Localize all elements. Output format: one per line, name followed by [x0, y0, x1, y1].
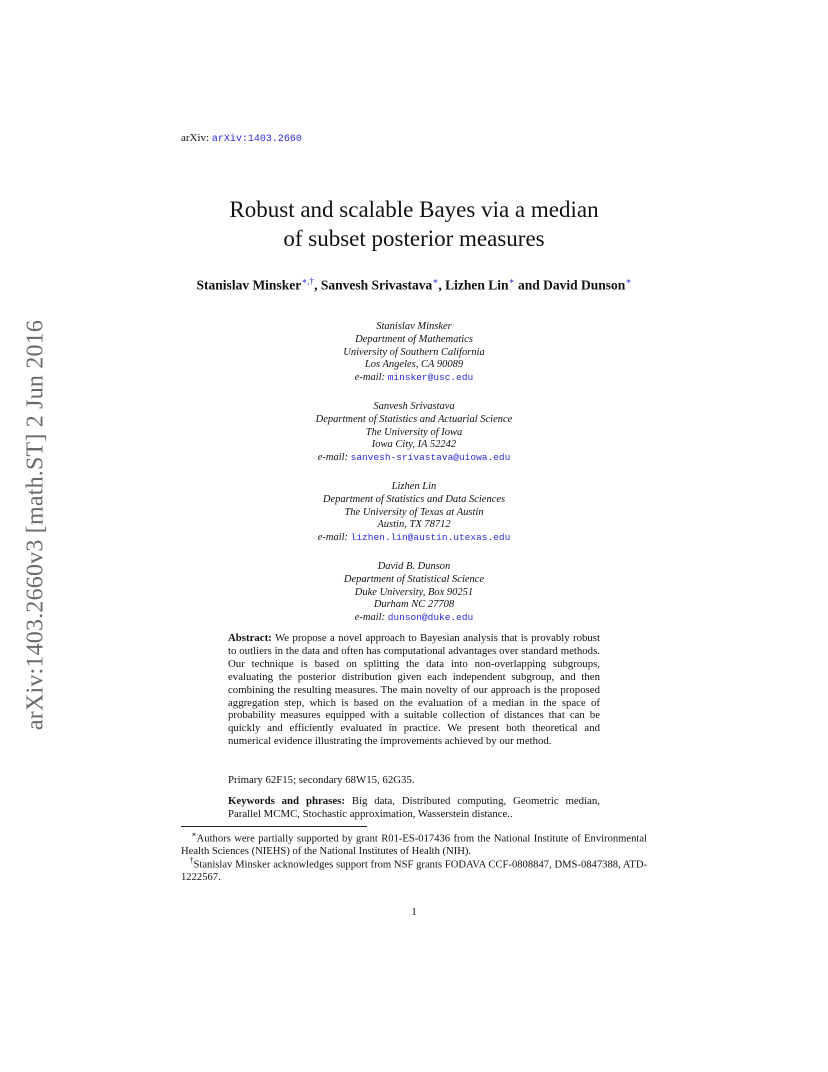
email-label: e-mail: — [354, 372, 388, 384]
author-name: Lizhen Lin — [445, 277, 509, 293]
footnote — [181, 855, 647, 885]
author-separator: , — [314, 277, 321, 293]
author-name: Sanvesh Srivastava — [320, 277, 433, 293]
affiliation-block — [214, 561, 614, 625]
footnote-mark: ∗ — [191, 830, 197, 839]
affiliation-block — [214, 321, 614, 385]
arxiv-prefix: arXiv: — [181, 132, 212, 144]
affiliation-line: Durham NC 27708 — [373, 599, 455, 611]
page-number: 1 — [411, 906, 417, 918]
author-footnote-mark[interactable]: ∗ — [508, 276, 515, 286]
author-name: David Dunson — [543, 277, 626, 293]
affiliation-name: Sanvesh Srivastava — [373, 401, 455, 412]
affiliation-line: Department of Statistics and Actuarial Science — [315, 413, 513, 425]
arxiv-reference — [181, 132, 302, 145]
email-link[interactable]: sanvesh-srivastava@uiowa.edu — [350, 452, 511, 464]
author-list — [150, 273, 678, 294]
affiliation-line: The University of Texas at Austin — [344, 506, 484, 518]
affiliation-line: Iowa City, IA 52242 — [371, 439, 457, 451]
abstract-label: Abstract: — [228, 632, 272, 644]
keywords — [228, 795, 600, 821]
author-footnote-mark[interactable]: ∗ — [432, 276, 439, 286]
author-footnote-mark[interactable]: ∗ — [625, 276, 632, 286]
arxiv-id-link[interactable]: arXiv:1403.2660 — [211, 134, 302, 145]
footnote-text: Authors were partially supported by grant R01-ES-017436 from the National Institute of Environmental Health Sciences (NIEHS) of the National Institutes of Health (NIH). — [181, 833, 648, 858]
author-name: Stanislav Minsker — [196, 277, 302, 293]
affiliation-email-line — [214, 532, 614, 545]
abstract — [228, 632, 600, 748]
author-footnote-mark[interactable]: ∗,† — [301, 276, 315, 286]
author-separator: , — [438, 277, 446, 293]
title-line-2: of subset posterior measures — [283, 226, 545, 251]
affiliation-block — [214, 481, 614, 545]
email-label: e-mail: — [317, 532, 351, 544]
msc-classification: Primary 62F15; secondary 68W15, 62G35. — [228, 774, 415, 786]
email-link[interactable]: minsker@usc.edu — [387, 372, 474, 384]
email-link[interactable]: dunson@duke.edu — [387, 612, 474, 624]
author-separator: and — [514, 277, 544, 293]
affiliation-name: Lizhen Lin — [391, 481, 437, 492]
affiliation-line: Austin, TX 78712 — [377, 519, 451, 531]
keywords-text: Big data, Distributed computing, Geometric median, Parallel MCMC, Stochastic approximation, Wasserstein distance.. — [228, 795, 600, 820]
email-label: e-mail: — [317, 452, 351, 464]
affiliation-name: David B. Dunson — [377, 561, 451, 572]
paper-title — [150, 195, 678, 253]
affiliation-email-line — [214, 372, 614, 385]
affiliation-line: Los Angeles, CA 90089 — [364, 359, 464, 371]
email-link[interactable]: lizhen.lin@austin.utexas.edu — [350, 532, 511, 544]
arxiv-side-stamp-text: arXiv:1403.2660v3 [math.ST] 2 Jun 2016 — [22, 319, 49, 731]
affiliation-email-line — [214, 612, 614, 625]
footnote-rule — [181, 826, 367, 827]
affiliation-email-line — [214, 452, 614, 465]
affiliation-line: The University of Iowa — [365, 426, 463, 438]
affiliation-block — [214, 401, 614, 465]
footnote-mark: † — [189, 856, 194, 865]
title-line-1: Robust and scalable Bayes via a median — [229, 197, 599, 222]
keywords-label: Keywords and phrases: — [228, 795, 345, 807]
affiliation-line: Duke University, Box 90251 — [354, 586, 474, 598]
affiliation-name: Stanislav Minsker — [376, 321, 452, 332]
affiliation-line: Department of Statistical Science — [343, 573, 485, 585]
affiliation-line: Department of Mathematics — [355, 333, 473, 345]
affiliation-line: University of Southern California — [343, 346, 485, 358]
abstract-text: We propose a novel approach to Bayesian analysis that is provably robust to outliers in the data and often has computational advantages over standard methods. Our technique is based on splitting the data into non-overlapping subgroups, evaluating the posterior distribution given each independent subgroup, and then combining the resulting measures. The main novelty of our approach is the proposed aggregation step, which is based on the evaluation of a median in the space of probability measures equipped with a suitable collection of distances that can be quickly and efficiently evaluated in practice. We present both theoretical and numerical evidence illustrating the improvements achieved by our method. — [228, 632, 601, 748]
affiliation-line: Department of Statistics and Data Sciences — [322, 493, 506, 505]
footnote-text: Stanislav Minsker acknowledges support from NSF grants FODAVA CCF-0808847, DMS-0847388, ATD-1222567. — [181, 859, 648, 884]
email-label: e-mail: — [354, 612, 388, 624]
